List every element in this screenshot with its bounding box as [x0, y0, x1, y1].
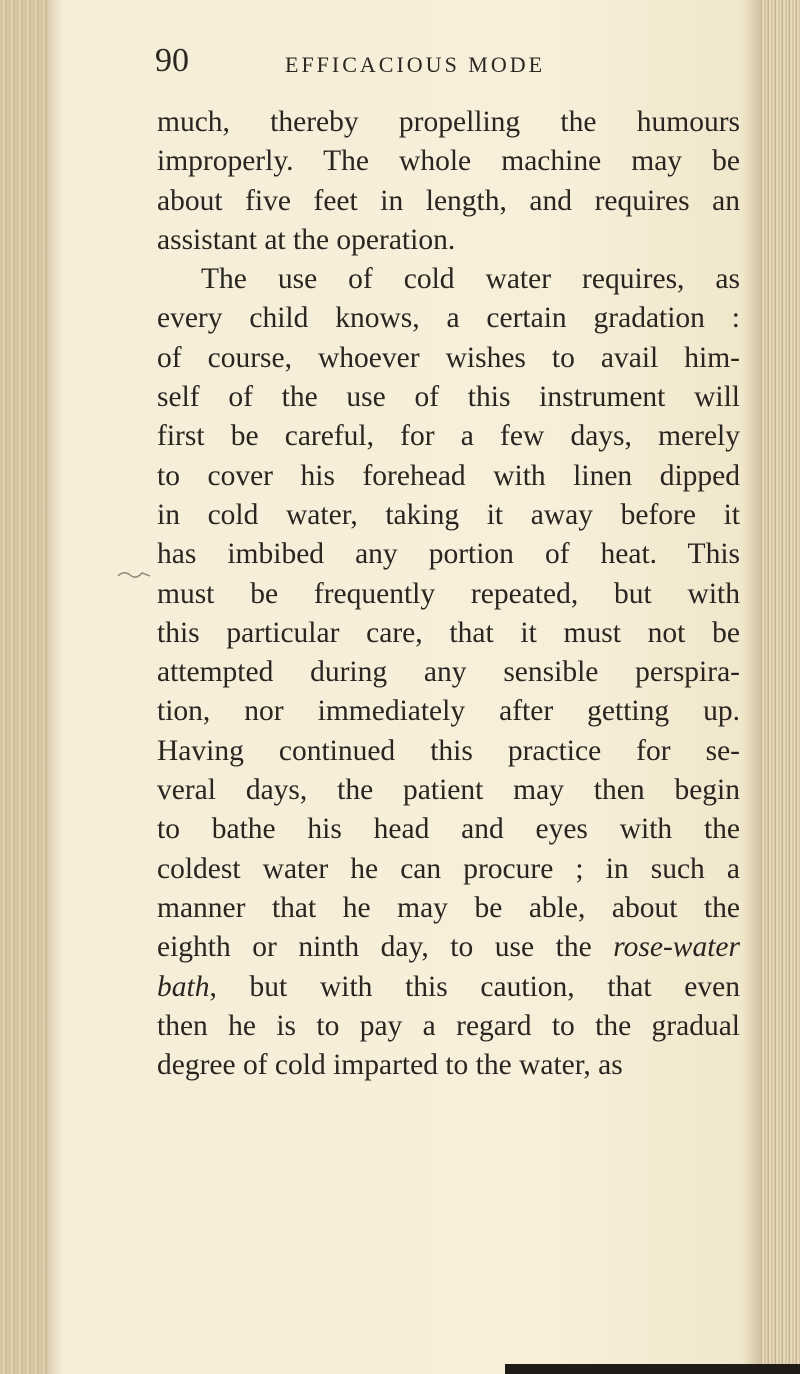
text-line: improperly. The whole machine may be	[157, 145, 740, 178]
text-line: about five feet in length, and requires an	[157, 184, 740, 217]
text-line: coldest water he can procure ; in such a	[157, 852, 740, 885]
text-line: must be frequently repeated, but with	[157, 577, 740, 610]
text-line: degree of cold imparted to the water, as	[157, 1049, 623, 1082]
text-line: veral days, the patient may then begin	[157, 774, 740, 807]
running-head: EFFICACIOUS MODE	[285, 52, 546, 77]
text-fragment: , but with this caution, that even	[209, 970, 740, 1003]
text-line: in cold water, taking it away before it	[157, 498, 740, 531]
text-line-with-italic	[157, 968, 740, 1007]
text-line-paragraph-start: The use of cold water requires, as	[201, 263, 740, 296]
italic-term-bath: bath	[157, 970, 210, 1003]
text-fragment: eighth or ninth day, to use the	[157, 931, 592, 964]
binding-edge-left	[0, 0, 48, 1374]
text-line: assistant at the operation.	[157, 223, 456, 256]
page-header	[155, 42, 755, 92]
text-line: attempted during any sensible perspira-	[157, 656, 740, 689]
text-line: to cover his forehead with linen dipped	[157, 459, 740, 492]
bottom-edge-shadow	[505, 1364, 800, 1374]
text-line: first be careful, for a few days, merely	[157, 420, 740, 453]
page-number: 90	[155, 42, 189, 79]
pencil-annotation-mark	[116, 560, 156, 590]
text-line: manner that he may be able, about the	[157, 891, 740, 924]
text-line-with-italic	[157, 928, 740, 967]
text-line: to bathe his head and eyes with the	[157, 813, 740, 846]
italic-term-rose-water: rose-water	[613, 931, 740, 964]
page-edges-right	[760, 0, 800, 1374]
text-line: then he is to pay a regard to the gradual	[157, 1009, 740, 1042]
text-line: self of the use of this instrument will	[157, 381, 740, 414]
body-text	[157, 103, 740, 1085]
text-line: of course, whoever wishes to avail him-	[157, 341, 740, 374]
text-line: Having continued this practice for se-	[157, 734, 740, 767]
text-line: every child knows, a certain gradation :	[157, 302, 740, 335]
text-line: much, thereby propelling the humours	[157, 106, 740, 138]
text-line: has imbibed any portion of heat. This	[157, 538, 740, 571]
text-line: tion, nor immediately after getting up.	[157, 695, 740, 728]
text-line: this particular care, that it must not be	[157, 616, 740, 649]
